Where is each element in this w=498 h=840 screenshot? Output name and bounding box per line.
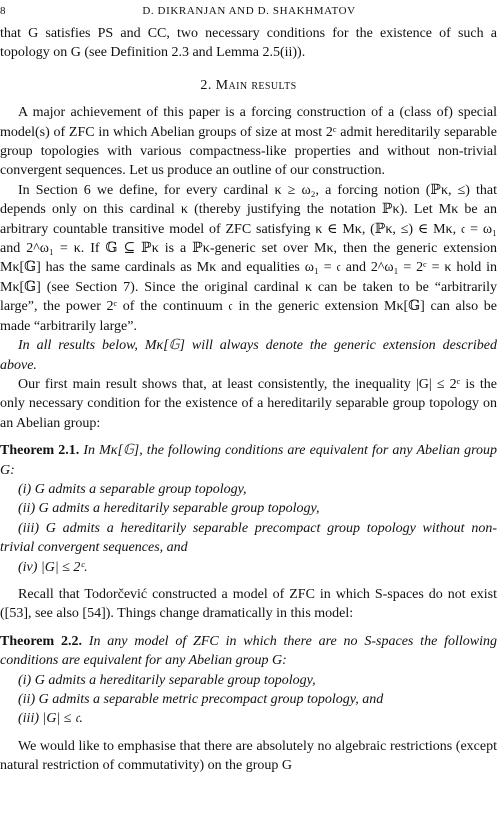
opening-paragraph: that G satisfies PS and CC, two necessary conditions for the existence of such a topology on G (see Definition 2.3 and Lemma 2.5(ii)). bbox=[0, 26, 497, 61]
theorem-2-1 bbox=[0, 441, 497, 577]
running-head-authors: D. DIKRANJAN AND D. SHAKHMATOV bbox=[142, 5, 356, 17]
theorem-item: (i) G admits a separable group topology, bbox=[18, 481, 247, 497]
theorem-item: (iv) |G| ≤ 2ᶜ. bbox=[18, 559, 88, 575]
theorem-item: (iii) G admits a hereditarily separable precompact group topology without non-trivial convergent sequences, and bbox=[0, 520, 497, 556]
theorem-2-2 bbox=[0, 632, 497, 729]
page-number: 8 bbox=[0, 5, 7, 17]
paragraph-todorcevic: Recall that Todorčević constructed a model of ZFC in which S-spaces do not exist ([53], see also [54]). Things change dramatically in this model: bbox=[0, 586, 497, 622]
theorem-label: Theorem 2.1. bbox=[0, 443, 80, 459]
running-head bbox=[0, 2, 498, 18]
paragraph-first-result: Our first main result shows that, at least consistently, the inequality |G| ≤ 2ᶜ is the only necessary condition for the existence of a hereditarily separable group topology on an Abelian group: bbox=[0, 376, 497, 431]
theorem-label: Theorem 2.2. bbox=[0, 633, 82, 649]
paragraph-forcing-outline: A major achievement of this paper is a forcing construction of a (class of) special model(s) of ZFC in which Abelian groups of size at most 2ᶜ admit hereditarily separable group topologies with various compactness-like properties and without non-trivial convergent sequences. Let us produce an outline of our construction. bbox=[0, 105, 497, 179]
theorem-statement: In Mκ[𝔾], the following conditions are equivalent for any Abelian group G: bbox=[0, 443, 497, 478]
page-content bbox=[0, 24, 497, 776]
section-title: 2. Main results bbox=[200, 77, 297, 93]
closing-paragraph: We would like to emphasise that there are absolutely no algebraic restrictions (except natural restriction of commutativity) on the group G bbox=[0, 738, 497, 774]
paragraph-generic-extension-note: In all results below, Mκ[𝔾] will always denote the generic extension described above. bbox=[0, 338, 497, 373]
theorem-statement: In any model of ZFC in which there are no S-spaces the following conditions are equivalent for any Abelian group G: bbox=[0, 633, 497, 669]
theorem-item: (ii) G admits a separable metric precompact group topology, and bbox=[18, 692, 384, 707]
theorem-item: (iii) |G| ≤ 𝔠. bbox=[18, 711, 83, 727]
paragraph-forcing-definition: In Section 6 we define, for every cardinal κ ≥ ω₂, a forcing notion (ℙκ, ≤) that depends only on this cardinal κ (thereby justifying the notation ℙκ). Let Mκ be an arbitrary countable transitive model of ZFC satisfying κ ∈ Mκ, (ℙκ, ≤) ∈ Mκ, 𝔠 = ω₁ and 2^ω₁ = κ. If 𝔾 ⊆ ℙκ is a ℙκ-generic set over Mκ, then the generic extension Mκ[𝔾] has the same cardinals as Mκ and equalities ω₁ = 𝔠 and 2^ω₁ = 2ᶜ = κ hold in Mκ[𝔾] (see Section 7). Since the original cardinal κ can be taken to be “arbitrarily large”, the power 2ᶜ of the continuum 𝔠 in the generic extension Mκ[𝔾] can also be made “arbitrarily large”. bbox=[0, 182, 497, 334]
theorem-item: (i) G admits a hereditarily separable group topology, bbox=[18, 672, 316, 688]
theorem-item: (ii) G admits a hereditarily separable group topology, bbox=[18, 501, 320, 517]
